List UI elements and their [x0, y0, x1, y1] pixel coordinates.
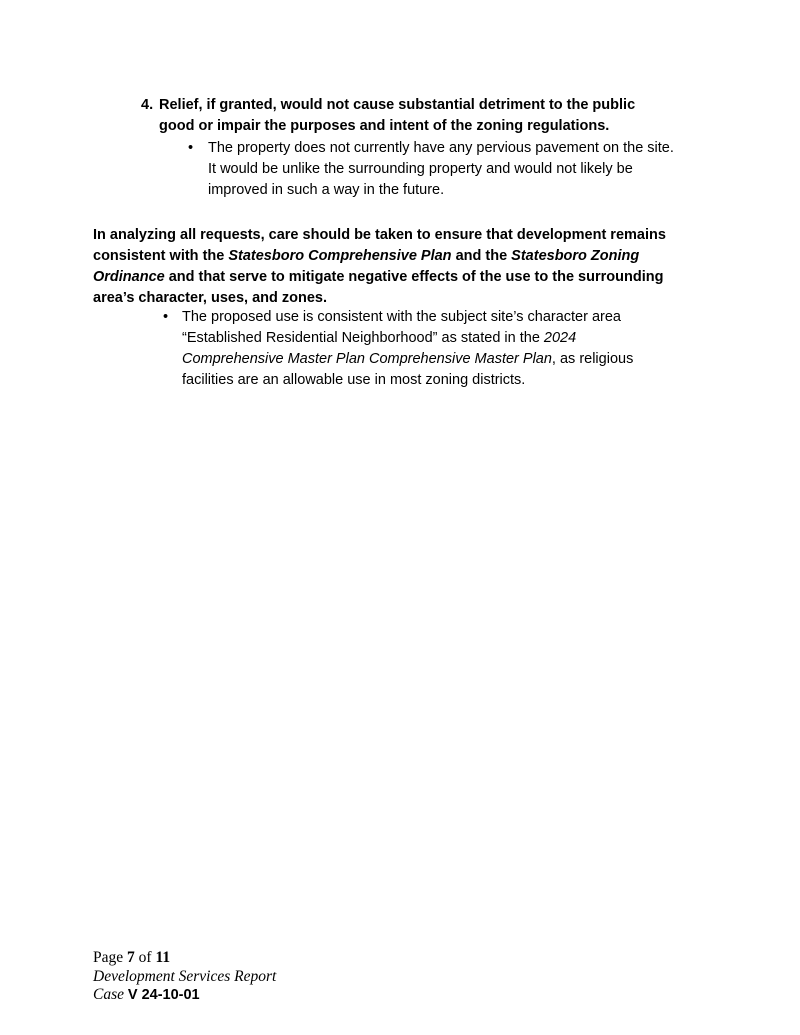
bullet-icon: • — [188, 140, 194, 156]
footer-page-number: Page 7 of 11 — [93, 949, 171, 966]
page-footer — [93, 949, 513, 1005]
bullet-text: The property does not currently have any pervious pavement on the site. It would be unlike the surrounding property and would not likely be improved in such a way in the future. — [208, 140, 674, 198]
numbered-item-4 — [141, 95, 721, 137]
item-text: Relief, if granted, would not cause substantial detriment to the public good or impair the purposes and intent of the zoning regulations. — [159, 97, 636, 134]
footer-report-title: Development Services Report — [93, 967, 277, 985]
item-number: 4. — [141, 97, 154, 113]
analysis-paragraph: In analyzing all requests, care should be taken to ensure that development remains consistent with the Statesboro Comprehensive Plan and the Statesboro Zoning Ordinance and that serve to mitigate negative effects of the use to the surrounding area’s character, uses, and zones. — [93, 227, 666, 306]
bullet-text: The proposed use is consistent with the subject site’s character area “Established Residential Neighborhood” as stated in the 2024 Comprehensive Master Plan Comprehensive Master Plan, as religious facilities are an allowable use in most zoning districts. — [182, 309, 634, 388]
bullet-point-2 — [163, 307, 723, 391]
footer-case-number: Case V 24-10-01 — [93, 986, 200, 1004]
bullet-point-1 — [188, 138, 748, 201]
bullet-icon: • — [163, 309, 169, 325]
